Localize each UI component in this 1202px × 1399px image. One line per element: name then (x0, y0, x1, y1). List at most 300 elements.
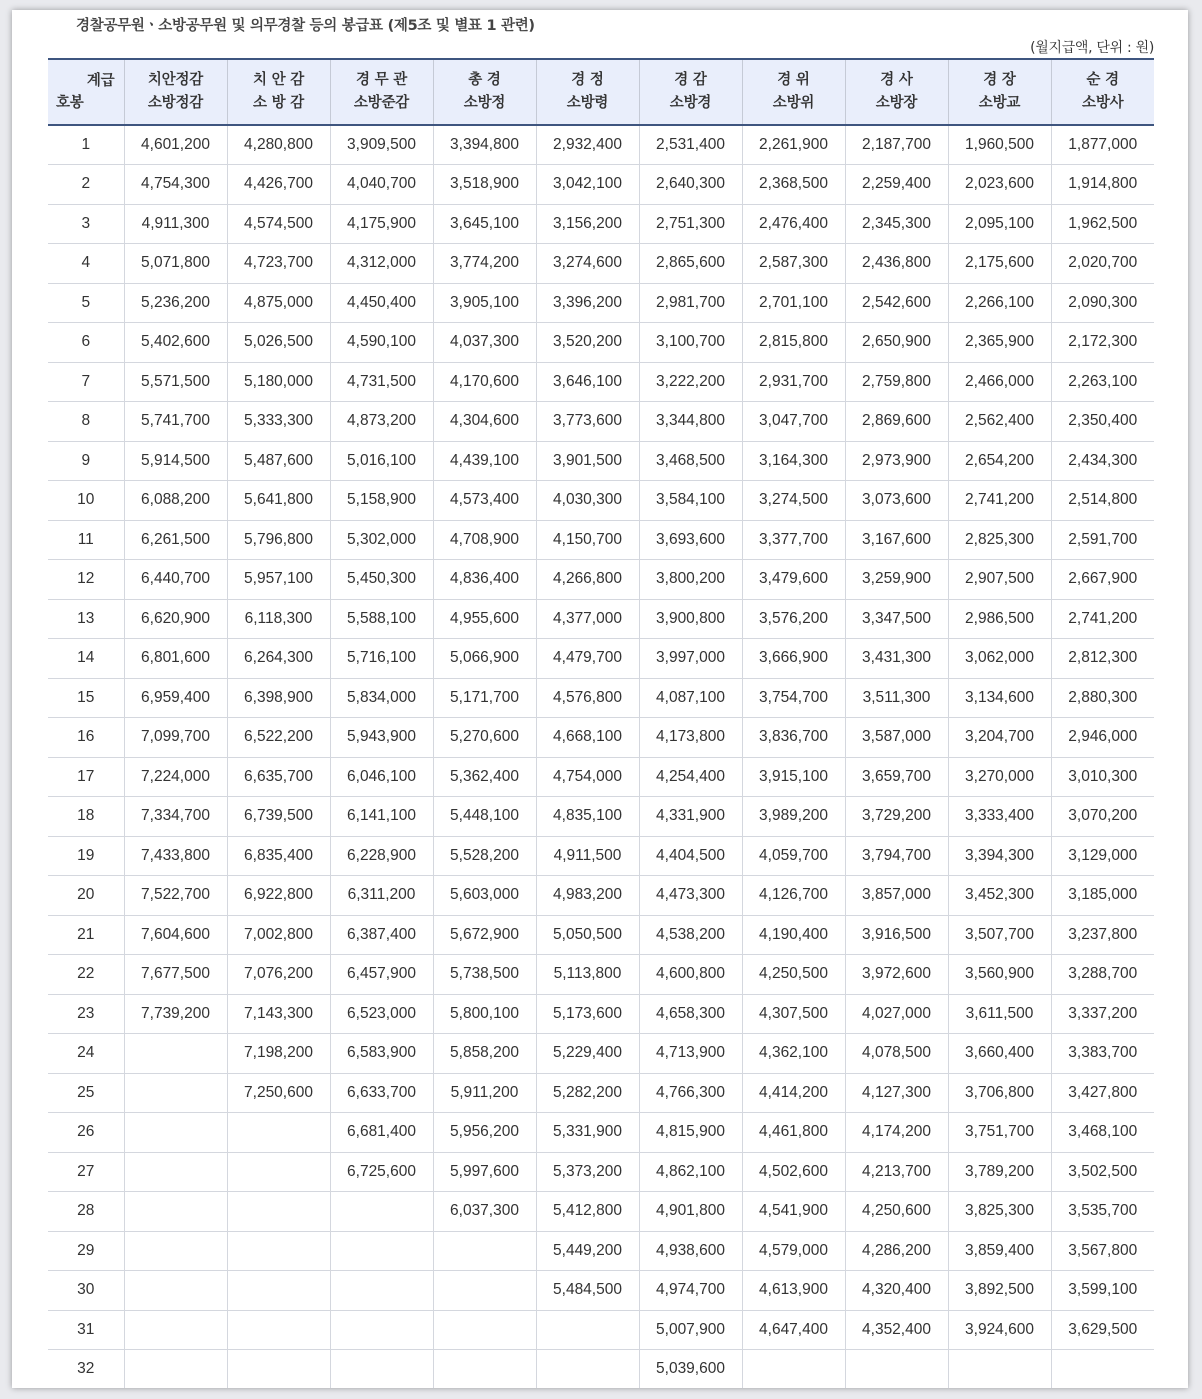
column-header (330, 59, 433, 125)
salary-table (48, 58, 1154, 1388)
salary-cell: 4,426,700 (227, 165, 330, 205)
police-rank: 경 사 (880, 72, 913, 88)
salary-cell: 5,957,100 (227, 560, 330, 600)
salary-cell: 5,487,600 (227, 441, 330, 481)
salary-cell: 5,796,800 (227, 520, 330, 560)
salary-cell: 4,901,800 (639, 1192, 742, 1232)
table-row (48, 757, 1154, 797)
salary-cell: 5,229,400 (536, 1034, 639, 1074)
salary-cell: 2,514,800 (1051, 481, 1154, 521)
salary-cell (124, 1310, 227, 1350)
salary-cell: 3,859,400 (948, 1231, 1051, 1271)
salary-cell: 3,989,200 (742, 797, 845, 837)
table-row (48, 125, 1154, 165)
step-cell: 32 (48, 1350, 124, 1389)
salary-cell: 5,270,600 (433, 718, 536, 758)
salary-cell: 4,875,000 (227, 283, 330, 323)
salary-cell: 2,434,300 (1051, 441, 1154, 481)
salary-cell: 3,915,100 (742, 757, 845, 797)
salary-cell: 7,143,300 (227, 994, 330, 1034)
salary-cell: 4,911,300 (124, 204, 227, 244)
salary-cell: 5,672,900 (433, 915, 536, 955)
salary-cell: 3,427,800 (1051, 1073, 1154, 1113)
salary-cell: 3,274,500 (742, 481, 845, 521)
salary-cell: 3,394,800 (433, 125, 536, 165)
salary-cell: 3,518,900 (433, 165, 536, 205)
table-row (48, 1034, 1154, 1074)
salary-cell: 1,962,500 (1051, 204, 1154, 244)
salary-cell: 7,334,700 (124, 797, 227, 837)
salary-cell: 4,414,200 (742, 1073, 845, 1113)
salary-cell: 2,587,300 (742, 244, 845, 284)
salary-cell: 3,645,100 (433, 204, 536, 244)
salary-cell: 3,394,300 (948, 836, 1051, 876)
salary-cell: 5,071,800 (124, 244, 227, 284)
salary-cell: 2,090,300 (1051, 283, 1154, 323)
salary-cell: 4,461,800 (742, 1113, 845, 1153)
step-cell: 11 (48, 520, 124, 560)
salary-cell: 2,365,900 (948, 323, 1051, 363)
salary-cell: 5,858,200 (433, 1034, 536, 1074)
salary-cell (742, 1350, 845, 1389)
fire-rank: 소 방 감 (252, 95, 305, 111)
step-cell: 31 (48, 1310, 124, 1350)
step-cell: 7 (48, 362, 124, 402)
salary-cell: 3,468,500 (639, 441, 742, 481)
salary-cell: 4,955,600 (433, 599, 536, 639)
salary-cell: 3,774,200 (433, 244, 536, 284)
salary-cell: 2,345,300 (845, 204, 948, 244)
salary-cell: 6,311,200 (330, 876, 433, 916)
salary-cell: 4,938,600 (639, 1231, 742, 1271)
salary-cell: 3,729,200 (845, 797, 948, 837)
salary-cell: 3,167,600 (845, 520, 948, 560)
table-row (48, 915, 1154, 955)
salary-cell: 5,641,800 (227, 481, 330, 521)
table-row (48, 165, 1154, 205)
salary-cell: 3,377,700 (742, 520, 845, 560)
unit-note: (월지급액, 단위 : 원) (1030, 40, 1154, 56)
salary-cell: 5,173,600 (536, 994, 639, 1034)
salary-cell: 4,538,200 (639, 915, 742, 955)
salary-cell: 6,457,900 (330, 955, 433, 995)
header-row (48, 59, 1154, 125)
salary-cell: 4,027,000 (845, 994, 948, 1034)
table-row (48, 481, 1154, 521)
salary-cell: 3,010,300 (1051, 757, 1154, 797)
salary-cell: 4,873,200 (330, 402, 433, 442)
salary-cell: 5,450,300 (330, 560, 433, 600)
salary-cell: 5,331,900 (536, 1113, 639, 1153)
salary-cell (227, 1271, 330, 1311)
fire-rank: 소방정 (463, 95, 506, 111)
step-cell: 18 (48, 797, 124, 837)
step-cell: 28 (48, 1192, 124, 1232)
step-cell: 19 (48, 836, 124, 876)
salary-cell: 4,126,700 (742, 876, 845, 916)
salary-cell: 4,502,600 (742, 1152, 845, 1192)
salary-cell: 6,523,000 (330, 994, 433, 1034)
salary-cell: 3,431,300 (845, 639, 948, 679)
salary-cell (433, 1231, 536, 1271)
salary-cell: 5,911,200 (433, 1073, 536, 1113)
salary-cell: 4,331,900 (639, 797, 742, 837)
salary-cell: 3,599,100 (1051, 1271, 1154, 1311)
salary-cell: 3,892,500 (948, 1271, 1051, 1311)
salary-cell: 2,825,300 (948, 520, 1051, 560)
table-row (48, 283, 1154, 323)
salary-cell: 2,865,600 (639, 244, 742, 284)
salary-cell: 7,002,800 (227, 915, 330, 955)
salary-cell: 3,347,500 (845, 599, 948, 639)
salary-cell: 4,037,300 (433, 323, 536, 363)
salary-cell: 6,046,100 (330, 757, 433, 797)
salary-cell: 5,039,600 (639, 1350, 742, 1389)
salary-cell: 4,754,000 (536, 757, 639, 797)
salary-cell: 2,562,400 (948, 402, 1051, 442)
salary-cell: 6,739,500 (227, 797, 330, 837)
salary-cell: 6,398,900 (227, 678, 330, 718)
table-row (48, 994, 1154, 1034)
step-cell: 1 (48, 125, 124, 165)
salary-cell: 2,476,400 (742, 204, 845, 244)
police-rank: 치 안 감 (252, 72, 305, 88)
salary-cell: 4,087,100 (639, 678, 742, 718)
salary-cell: 4,404,500 (639, 836, 742, 876)
salary-cell: 3,134,600 (948, 678, 1051, 718)
step-cell: 10 (48, 481, 124, 521)
step-cell: 14 (48, 639, 124, 679)
salary-cell: 6,922,800 (227, 876, 330, 916)
salary-cell: 5,834,000 (330, 678, 433, 718)
table-row (48, 955, 1154, 995)
salary-cell: 4,150,700 (536, 520, 639, 560)
salary-cell: 2,020,700 (1051, 244, 1154, 284)
salary-cell: 3,659,700 (845, 757, 948, 797)
column-header (1051, 59, 1154, 125)
salary-cell: 4,040,700 (330, 165, 433, 205)
salary-cell: 5,362,400 (433, 757, 536, 797)
salary-cell: 3,794,700 (845, 836, 948, 876)
salary-cell: 3,587,000 (845, 718, 948, 758)
salary-cell: 3,468,100 (1051, 1113, 1154, 1153)
step-cell: 3 (48, 204, 124, 244)
salary-cell: 4,766,300 (639, 1073, 742, 1113)
table-row (48, 678, 1154, 718)
column-header (124, 59, 227, 125)
salary-cell (227, 1350, 330, 1389)
salary-cell: 2,931,700 (742, 362, 845, 402)
fire-rank: 소방사 (1082, 95, 1124, 111)
salary-cell: 4,713,900 (639, 1034, 742, 1074)
table-row (48, 520, 1154, 560)
salary-cell: 6,522,200 (227, 718, 330, 758)
table-row (48, 244, 1154, 284)
salary-cell: 5,171,700 (433, 678, 536, 718)
salary-cell (227, 1192, 330, 1232)
salary-cell: 4,723,700 (227, 244, 330, 284)
salary-cell: 3,288,700 (1051, 955, 1154, 995)
salary-cell: 3,905,100 (433, 283, 536, 323)
table-row (48, 1310, 1154, 1350)
salary-cell: 5,716,100 (330, 639, 433, 679)
salary-cell: 3,751,700 (948, 1113, 1051, 1153)
salary-cell (330, 1231, 433, 1271)
column-header (536, 59, 639, 125)
salary-cell: 5,588,100 (330, 599, 433, 639)
salary-cell: 3,972,600 (845, 955, 948, 995)
salary-cell: 4,174,200 (845, 1113, 948, 1153)
salary-cell (1051, 1350, 1154, 1389)
salary-cell: 4,304,600 (433, 402, 536, 442)
salary-cell: 3,646,100 (536, 362, 639, 402)
table-body (48, 125, 1154, 1388)
salary-cell: 2,741,200 (948, 481, 1051, 521)
column-header (433, 59, 536, 125)
step-cell: 8 (48, 402, 124, 442)
salary-cell: 3,706,800 (948, 1073, 1051, 1113)
salary-cell: 5,449,200 (536, 1231, 639, 1271)
salary-cell: 3,100,700 (639, 323, 742, 363)
table-row (48, 441, 1154, 481)
salary-cell: 3,997,000 (639, 639, 742, 679)
salary-cell: 4,312,000 (330, 244, 433, 284)
salary-cell: 6,088,200 (124, 481, 227, 521)
salary-cell: 5,738,500 (433, 955, 536, 995)
table-row (48, 1113, 1154, 1153)
salary-cell: 3,204,700 (948, 718, 1051, 758)
salary-cell: 2,261,900 (742, 125, 845, 165)
salary-cell (330, 1192, 433, 1232)
salary-cell: 4,078,500 (845, 1034, 948, 1074)
salary-cell: 4,590,100 (330, 323, 433, 363)
salary-cell (845, 1350, 948, 1389)
salary-cell: 3,611,500 (948, 994, 1051, 1034)
salary-cell (124, 1350, 227, 1389)
salary-cell: 4,836,400 (433, 560, 536, 600)
step-cell: 25 (48, 1073, 124, 1113)
table-row (48, 639, 1154, 679)
salary-cell: 3,789,200 (948, 1152, 1051, 1192)
table-row (48, 599, 1154, 639)
salary-cell: 5,180,000 (227, 362, 330, 402)
table-row (48, 1271, 1154, 1311)
salary-cell: 3,274,600 (536, 244, 639, 284)
salary-cell: 2,981,700 (639, 283, 742, 323)
salary-cell: 3,185,000 (1051, 876, 1154, 916)
salary-cell (433, 1350, 536, 1389)
salary-cell: 5,412,800 (536, 1192, 639, 1232)
salary-cell: 1,877,000 (1051, 125, 1154, 165)
salary-cell: 3,629,500 (1051, 1310, 1154, 1350)
salary-cell: 4,170,600 (433, 362, 536, 402)
salary-cell: 3,901,500 (536, 441, 639, 481)
police-rank: 총 경 (468, 72, 501, 88)
salary-cell: 5,026,500 (227, 323, 330, 363)
police-rank: 경 감 (674, 72, 707, 88)
salary-cell: 4,352,400 (845, 1310, 948, 1350)
table-row (48, 797, 1154, 837)
table-row (48, 1192, 1154, 1232)
salary-cell: 7,224,000 (124, 757, 227, 797)
salary-cell (330, 1271, 433, 1311)
salary-cell: 4,250,500 (742, 955, 845, 995)
police-rank: 경 위 (777, 72, 810, 88)
salary-cell: 3,511,300 (845, 678, 948, 718)
salary-cell: 4,574,500 (227, 204, 330, 244)
salary-cell: 4,362,100 (742, 1034, 845, 1074)
salary-cell: 4,658,300 (639, 994, 742, 1034)
step-cell: 4 (48, 244, 124, 284)
salary-cell: 3,857,000 (845, 876, 948, 916)
salary-cell: 4,450,400 (330, 283, 433, 323)
salary-cell: 5,484,500 (536, 1271, 639, 1311)
salary-cell: 2,650,900 (845, 323, 948, 363)
salary-cell: 4,613,900 (742, 1271, 845, 1311)
salary-cell: 4,173,800 (639, 718, 742, 758)
salary-cell (124, 1152, 227, 1192)
fire-rank: 소방령 (566, 95, 609, 111)
salary-cell: 3,754,700 (742, 678, 845, 718)
salary-cell: 3,660,400 (948, 1034, 1051, 1074)
salary-cell: 2,436,800 (845, 244, 948, 284)
salary-cell: 4,815,900 (639, 1113, 742, 1153)
salary-cell: 4,647,400 (742, 1310, 845, 1350)
salary-cell: 2,350,400 (1051, 402, 1154, 442)
salary-cell: 6,583,900 (330, 1034, 433, 1074)
salary-cell: 4,668,100 (536, 718, 639, 758)
salary-cell: 3,502,500 (1051, 1152, 1154, 1192)
salary-cell: 4,250,600 (845, 1192, 948, 1232)
salary-cell: 3,237,800 (1051, 915, 1154, 955)
fire-rank: 소방정감 (147, 95, 204, 111)
salary-cell: 6,440,700 (124, 560, 227, 600)
salary-cell: 3,073,600 (845, 481, 948, 521)
salary-cell: 3,567,800 (1051, 1231, 1154, 1271)
step-cell: 21 (48, 915, 124, 955)
salary-cell (536, 1310, 639, 1350)
table-row (48, 718, 1154, 758)
salary-cell: 3,800,200 (639, 560, 742, 600)
salary-cell (227, 1152, 330, 1192)
salary-cell: 2,591,700 (1051, 520, 1154, 560)
salary-cell (124, 1113, 227, 1153)
salary-cell: 2,701,100 (742, 283, 845, 323)
salary-cell: 6,725,600 (330, 1152, 433, 1192)
salary-cell: 5,997,600 (433, 1152, 536, 1192)
salary-cell (124, 1231, 227, 1271)
salary-cell: 3,344,800 (639, 402, 742, 442)
salary-cell: 5,302,000 (330, 520, 433, 560)
salary-cell: 5,603,000 (433, 876, 536, 916)
salary-cell: 2,815,800 (742, 323, 845, 363)
salary-cell (433, 1310, 536, 1350)
step-cell: 26 (48, 1113, 124, 1153)
fire-rank: 소방위 (772, 95, 815, 111)
salary-cell: 2,869,600 (845, 402, 948, 442)
step-cell: 17 (48, 757, 124, 797)
salary-cell: 3,900,800 (639, 599, 742, 639)
salary-cell: 4,190,400 (742, 915, 845, 955)
salary-cell: 5,158,900 (330, 481, 433, 521)
salary-cell: 3,047,700 (742, 402, 845, 442)
salary-cell: 4,030,300 (536, 481, 639, 521)
salary-cell: 2,880,300 (1051, 678, 1154, 718)
salary-cell: 6,620,900 (124, 599, 227, 639)
salary-cell: 2,368,500 (742, 165, 845, 205)
salary-cell (948, 1350, 1051, 1389)
police-rank: 경 정 (571, 72, 604, 88)
table-row (48, 876, 1154, 916)
salary-cell: 4,307,500 (742, 994, 845, 1034)
salary-cell: 2,266,100 (948, 283, 1051, 323)
table-row (48, 560, 1154, 600)
column-header (639, 59, 742, 125)
step-cell: 24 (48, 1034, 124, 1074)
step-cell: 12 (48, 560, 124, 600)
salary-cell: 4,974,700 (639, 1271, 742, 1311)
rank-label: 계급 (86, 73, 115, 89)
table-row (48, 402, 1154, 442)
salary-cell: 4,576,800 (536, 678, 639, 718)
salary-cell: 5,943,900 (330, 718, 433, 758)
salary-cell: 3,452,300 (948, 876, 1051, 916)
step-cell: 30 (48, 1271, 124, 1311)
salary-cell: 2,812,300 (1051, 639, 1154, 679)
salary-cell: 4,320,400 (845, 1271, 948, 1311)
salary-cell: 3,333,400 (948, 797, 1051, 837)
salary-cell: 2,023,600 (948, 165, 1051, 205)
salary-cell: 7,198,200 (227, 1034, 330, 1074)
salary-cell (433, 1271, 536, 1311)
salary-cell: 5,236,200 (124, 283, 227, 323)
salary-cell: 6,387,400 (330, 915, 433, 955)
salary-cell (227, 1231, 330, 1271)
salary-cell: 2,907,500 (948, 560, 1051, 600)
document-sheet (12, 10, 1188, 1388)
salary-cell (330, 1310, 433, 1350)
police-rank: 치안정감 (147, 72, 204, 88)
salary-cell: 2,259,400 (845, 165, 948, 205)
fire-rank: 소방교 (978, 95, 1021, 111)
table-row (48, 1350, 1154, 1389)
salary-cell (227, 1113, 330, 1153)
salary-cell: 4,731,500 (330, 362, 433, 402)
salary-cell: 2,946,000 (1051, 718, 1154, 758)
salary-cell (124, 1192, 227, 1232)
salary-cell: 2,095,100 (948, 204, 1051, 244)
salary-cell: 3,383,700 (1051, 1034, 1154, 1074)
salary-cell: 7,250,600 (227, 1073, 330, 1113)
column-header (948, 59, 1051, 125)
salary-cell: 4,473,300 (639, 876, 742, 916)
salary-cell: 4,754,300 (124, 165, 227, 205)
salary-cell: 4,601,200 (124, 125, 227, 165)
salary-cell: 3,222,200 (639, 362, 742, 402)
police-rank: 순 경 (1086, 72, 1119, 88)
step-cell: 23 (48, 994, 124, 1034)
table-row (48, 362, 1154, 402)
salary-cell: 2,986,500 (948, 599, 1051, 639)
salary-cell: 3,396,200 (536, 283, 639, 323)
salary-cell: 5,066,900 (433, 639, 536, 679)
salary-cell: 6,037,300 (433, 1192, 536, 1232)
salary-cell: 4,280,800 (227, 125, 330, 165)
salary-cell: 7,739,200 (124, 994, 227, 1034)
step-cell: 27 (48, 1152, 124, 1192)
salary-cell: 5,571,500 (124, 362, 227, 402)
salary-cell: 6,801,600 (124, 639, 227, 679)
